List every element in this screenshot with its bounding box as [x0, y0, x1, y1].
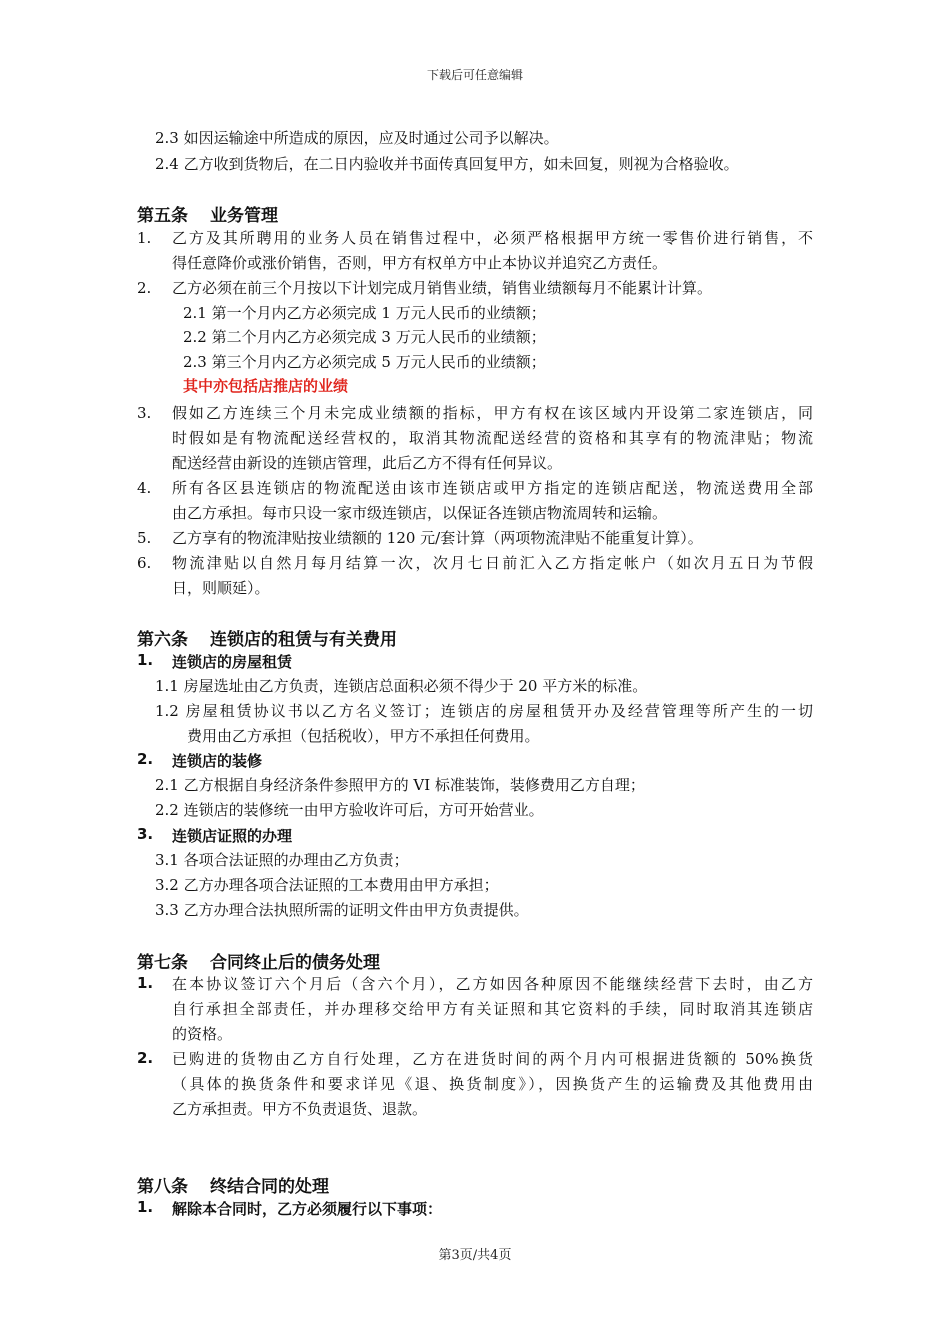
- item-number: 6.: [137, 554, 152, 572]
- item-text: 的资格。: [172, 1025, 233, 1043]
- article-title: 合同终止后的债务处理: [210, 953, 380, 973]
- sub-item: 3.1 各项合法证照的办理由乙方负责；: [155, 851, 409, 869]
- sub-item: 1.2 房屋租赁协议书以乙方名义签订；连锁店的房屋租赁开办及经营管理等所产生的一切: [155, 702, 813, 720]
- sub-item: 2.1 乙方根据自身经济条件参照甲方的 VI 标准装饰，装修费用乙方自理；: [155, 776, 645, 794]
- item-text: 得任意降价或涨价销售，否则，甲方有权单方中止本协议并追究乙方责任。: [172, 254, 668, 272]
- clause-2-3: 2.3 如因运输途中所造成的原因，应及时通过公司予以解决。: [155, 129, 559, 147]
- article-5-heading: [137, 201, 278, 226]
- subsection-title: 连锁店的装修: [172, 752, 263, 770]
- item-text: 自行承担全部责任，并办理移交给甲方有关证照和其它资料的手续，同时取消其连锁店: [172, 1000, 813, 1018]
- article-title: 终结合同的处理: [210, 1177, 329, 1197]
- article-title: 业务管理: [210, 206, 278, 226]
- page-footer: 第3页/共4页: [438, 1248, 512, 1263]
- item-text: 所有各区县连锁店的物流配送由该市连锁店或甲方指定的连锁店配送，物流送费用全部: [172, 479, 813, 497]
- sub-item: 2.2 连锁店的装修统一由甲方验收许可后，方可开始营业。: [155, 801, 544, 819]
- sub-item: 1.1 房屋选址由乙方负责，连锁店总面积必须不得少于 20 平方米的标准。: [155, 677, 648, 695]
- subsection-title: 连锁店的房屋租赁: [172, 653, 293, 671]
- item-number: 1.: [137, 1198, 154, 1216]
- item-text: 已购进的货物由乙方自行处理，乙方在进货时间的两个月内可根据进货额的 50%换货: [172, 1050, 813, 1068]
- subsection-number: 3.: [137, 825, 154, 843]
- sub-item: 3.3 乙方办理合法执照所需的证明文件由甲方负责提供。: [155, 901, 529, 919]
- item-number: 1.: [137, 974, 154, 992]
- item-number: 4.: [137, 479, 152, 497]
- article-6-heading: [137, 625, 397, 650]
- item-text: 时假如是有物流配送经营权的，取消其物流配送经营的资格和其享有的物流津贴；物流: [172, 429, 813, 447]
- article-number: 第五条: [137, 206, 188, 226]
- subsection-number: 1.: [137, 651, 154, 669]
- item-number: 2.: [137, 279, 152, 297]
- item-text: （具体的换货条件和要求详见《退、换货制度》），因换货产生的运输费及其他费用由: [172, 1075, 813, 1093]
- sub-item: 费用由乙方承担（包括税收），甲方不承担任何费用。: [187, 727, 540, 745]
- article-number: 第六条: [137, 630, 188, 650]
- article-title: 连锁店的租赁与有关费用: [210, 630, 397, 650]
- subsection-number: 2.: [137, 750, 154, 768]
- article-8-heading: [137, 1172, 329, 1197]
- clause-2-4: 2.4 乙方收到货物后，在二日内验收并书面传真回复甲方，如未回复，则视为合格验收。: [155, 155, 739, 173]
- item-text: 假如乙方连续三个月未完成业绩额的指标，甲方有权在该区域内开设第二家连锁店，同: [172, 404, 813, 422]
- article-7-heading: [137, 948, 380, 973]
- sub-item: 2.3 第三个月内乙方必须完成 5 万元人民币的业绩额；: [183, 353, 546, 371]
- article-number: 第七条: [137, 953, 188, 973]
- item-number: 3.: [137, 404, 152, 422]
- item-text: 解除本合同时，乙方必须履行以下事项：: [172, 1200, 443, 1218]
- page-header: 下载后可任意编辑: [426, 68, 523, 82]
- article-number: 第八条: [137, 1177, 188, 1197]
- item-number: 5.: [137, 529, 152, 547]
- item-text: 物流津贴以自然月每月结算一次，次月七日前汇入乙方指定帐户（如次月五日为节假: [172, 554, 813, 572]
- item-text: 乙方必须在前三个月按以下计划完成月销售业绩，销售业绩额每月不能累计计算。: [172, 279, 713, 297]
- item-text: 乙方及其所聘用的业务人员在销售过程中，必须严格根据甲方统一零售价进行销售，不: [172, 229, 813, 247]
- item-text: 乙方承担责。甲方不负责退货、退款。: [172, 1100, 428, 1118]
- item-number: 1.: [137, 229, 152, 247]
- item-text: 配送经营由新设的连锁店管理，此后乙方不得有任何异议。: [172, 454, 563, 472]
- sub-item: 3.2 乙方办理各项合法证照的工本费用由甲方承担；: [155, 876, 499, 894]
- item-text: 日，则顺延）。: [172, 579, 270, 597]
- item-text: 在本协议签订六个月后（含六个月），乙方如因各种原因不能继续经营下去时，由乙方: [172, 975, 813, 993]
- item-text: 由乙方承担。每市只设一家市级连锁店，以保证各连锁店物流周转和运输。: [172, 504, 668, 522]
- sub-item: 2.2 第二个月内乙方必须完成 3 万元人民币的业绩额；: [183, 328, 546, 346]
- sub-item: 2.1 第一个月内乙方必须完成 1 万元人民币的业绩额；: [183, 304, 546, 322]
- subsection-title: 连锁店证照的办理: [172, 827, 293, 845]
- item-text: 乙方享有的物流津贴按业绩额的 120 元/套计算（两项物流津贴不能重复计算）。: [172, 529, 703, 547]
- highlighted-note: 其中亦包括店推店的业绩: [183, 377, 349, 395]
- item-number: 2.: [137, 1049, 154, 1067]
